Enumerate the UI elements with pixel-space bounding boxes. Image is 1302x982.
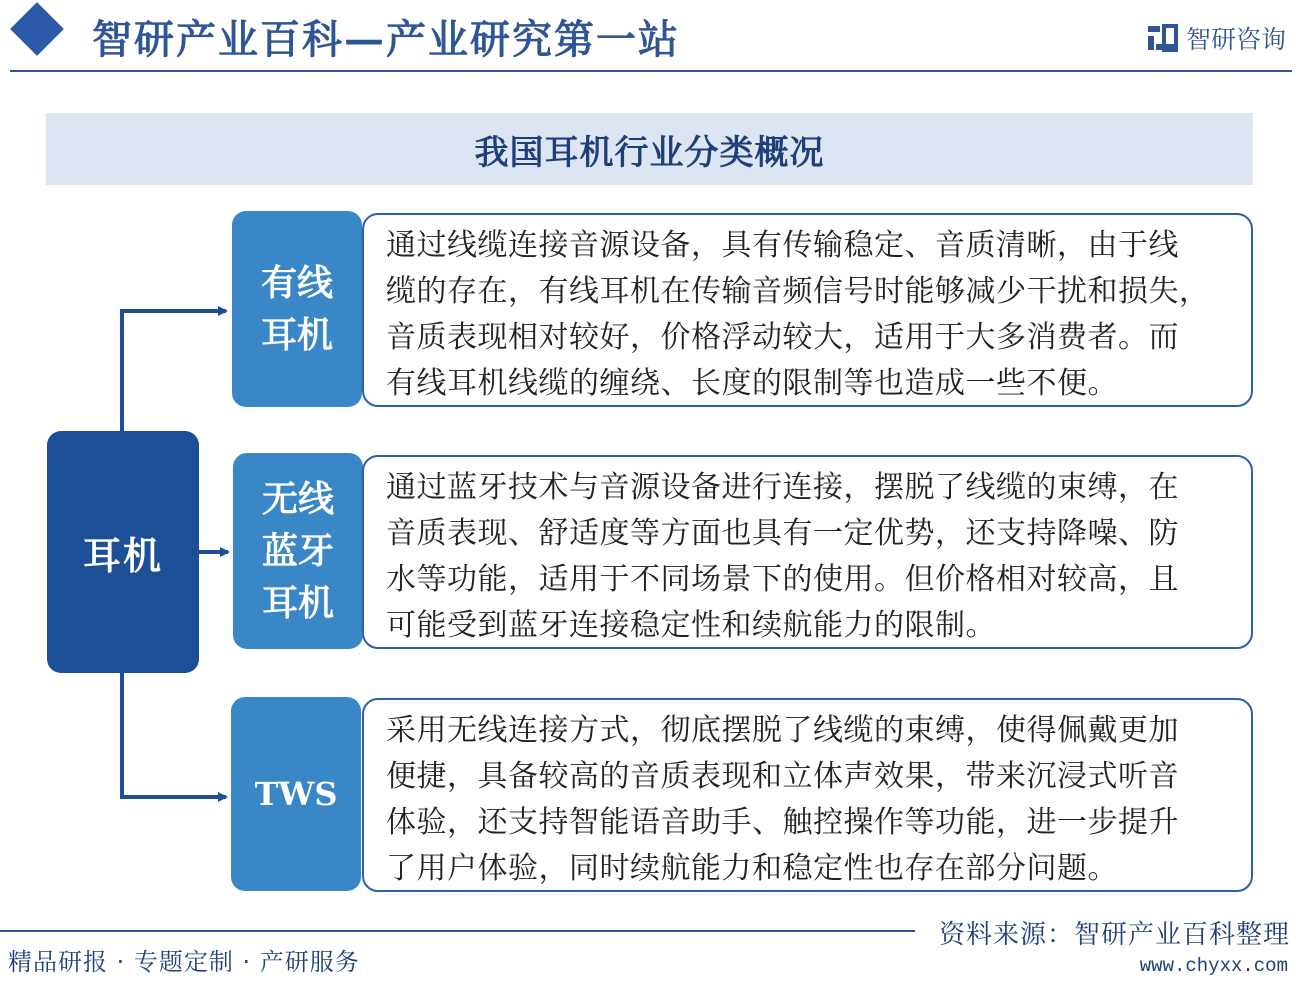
title-band bbox=[46, 113, 1253, 185]
brand-logo bbox=[1146, 20, 1286, 56]
description-line: 缆的存在，有线耳机在传输音频信号时能够减少干扰和损失， bbox=[386, 274, 1210, 309]
footer-divider bbox=[0, 930, 915, 932]
description-line: 水等功能，适用于不同场景下的使用。但价格相对较高，且 bbox=[386, 562, 1179, 597]
brand-logo-text: 智研咨询 bbox=[1185, 25, 1286, 54]
connector-to-tws bbox=[122, 673, 226, 797]
description-line: 音质表现、舒适度等方面也具有一定优势，还支持降噪、防 bbox=[386, 516, 1179, 551]
header-title: 智研产业百科—产业研究第一站 bbox=[92, 16, 680, 63]
footer-source: 资料来源：智研产业百科整理 bbox=[938, 920, 1290, 950]
description-line: 通过线缆连接音源设备，具有传输稳定、音质清晰，由于线 bbox=[386, 228, 1179, 263]
description-tws bbox=[362, 698, 1253, 892]
footer-tagline: 精品研报 · 专题定制 · 产研服务 bbox=[8, 948, 360, 976]
category-wired bbox=[232, 211, 362, 407]
footer-url: www.chyxx.com bbox=[1139, 955, 1288, 977]
brand-logo-icon bbox=[1146, 22, 1178, 54]
description-line: 体验，还支持智能语音助手、触控操作等功能，进一步提升 bbox=[386, 805, 1179, 840]
category-label: 无线 蓝牙 耳机 bbox=[261, 478, 334, 624]
description-line: 可能受到蓝牙连接稳定性和续航能力的限制。 bbox=[386, 608, 996, 643]
description-line: 音质表现相对较好，价格浮动较大，适用于大多消费者。而 bbox=[386, 320, 1179, 355]
category-tws bbox=[231, 697, 361, 891]
connector-to-wired bbox=[122, 311, 226, 431]
description-line: 采用无线连接方式，彻底摆脱了线缆的束缚，使得佩戴更加 bbox=[386, 713, 1179, 748]
description-bluetooth bbox=[362, 455, 1253, 649]
category-label: TWS bbox=[254, 775, 338, 813]
header-diamond-icon bbox=[10, 2, 64, 56]
root-node bbox=[47, 431, 199, 673]
category-bluetooth bbox=[233, 453, 363, 649]
description-line: 了用户体验，同时续航能力和稳定性也存在部分问题。 bbox=[386, 851, 1118, 886]
category-label: 有线 耳机 bbox=[260, 262, 333, 356]
description-line: 通过蓝牙技术与音源设备进行连接，摆脱了线缆的束缚，在 bbox=[386, 470, 1179, 505]
description-line: 有线耳机线缆的缠绕、长度的限制等也造成一些不便。 bbox=[386, 366, 1118, 401]
header-divider bbox=[10, 70, 1292, 72]
description-line: 便捷，具备较高的音质表现和立体声效果，带来沉浸式听音 bbox=[386, 759, 1179, 794]
root-label: 耳机 bbox=[82, 532, 163, 578]
chart-title: 我国耳机行业分类概况 bbox=[474, 132, 825, 173]
description-wired bbox=[362, 213, 1253, 407]
